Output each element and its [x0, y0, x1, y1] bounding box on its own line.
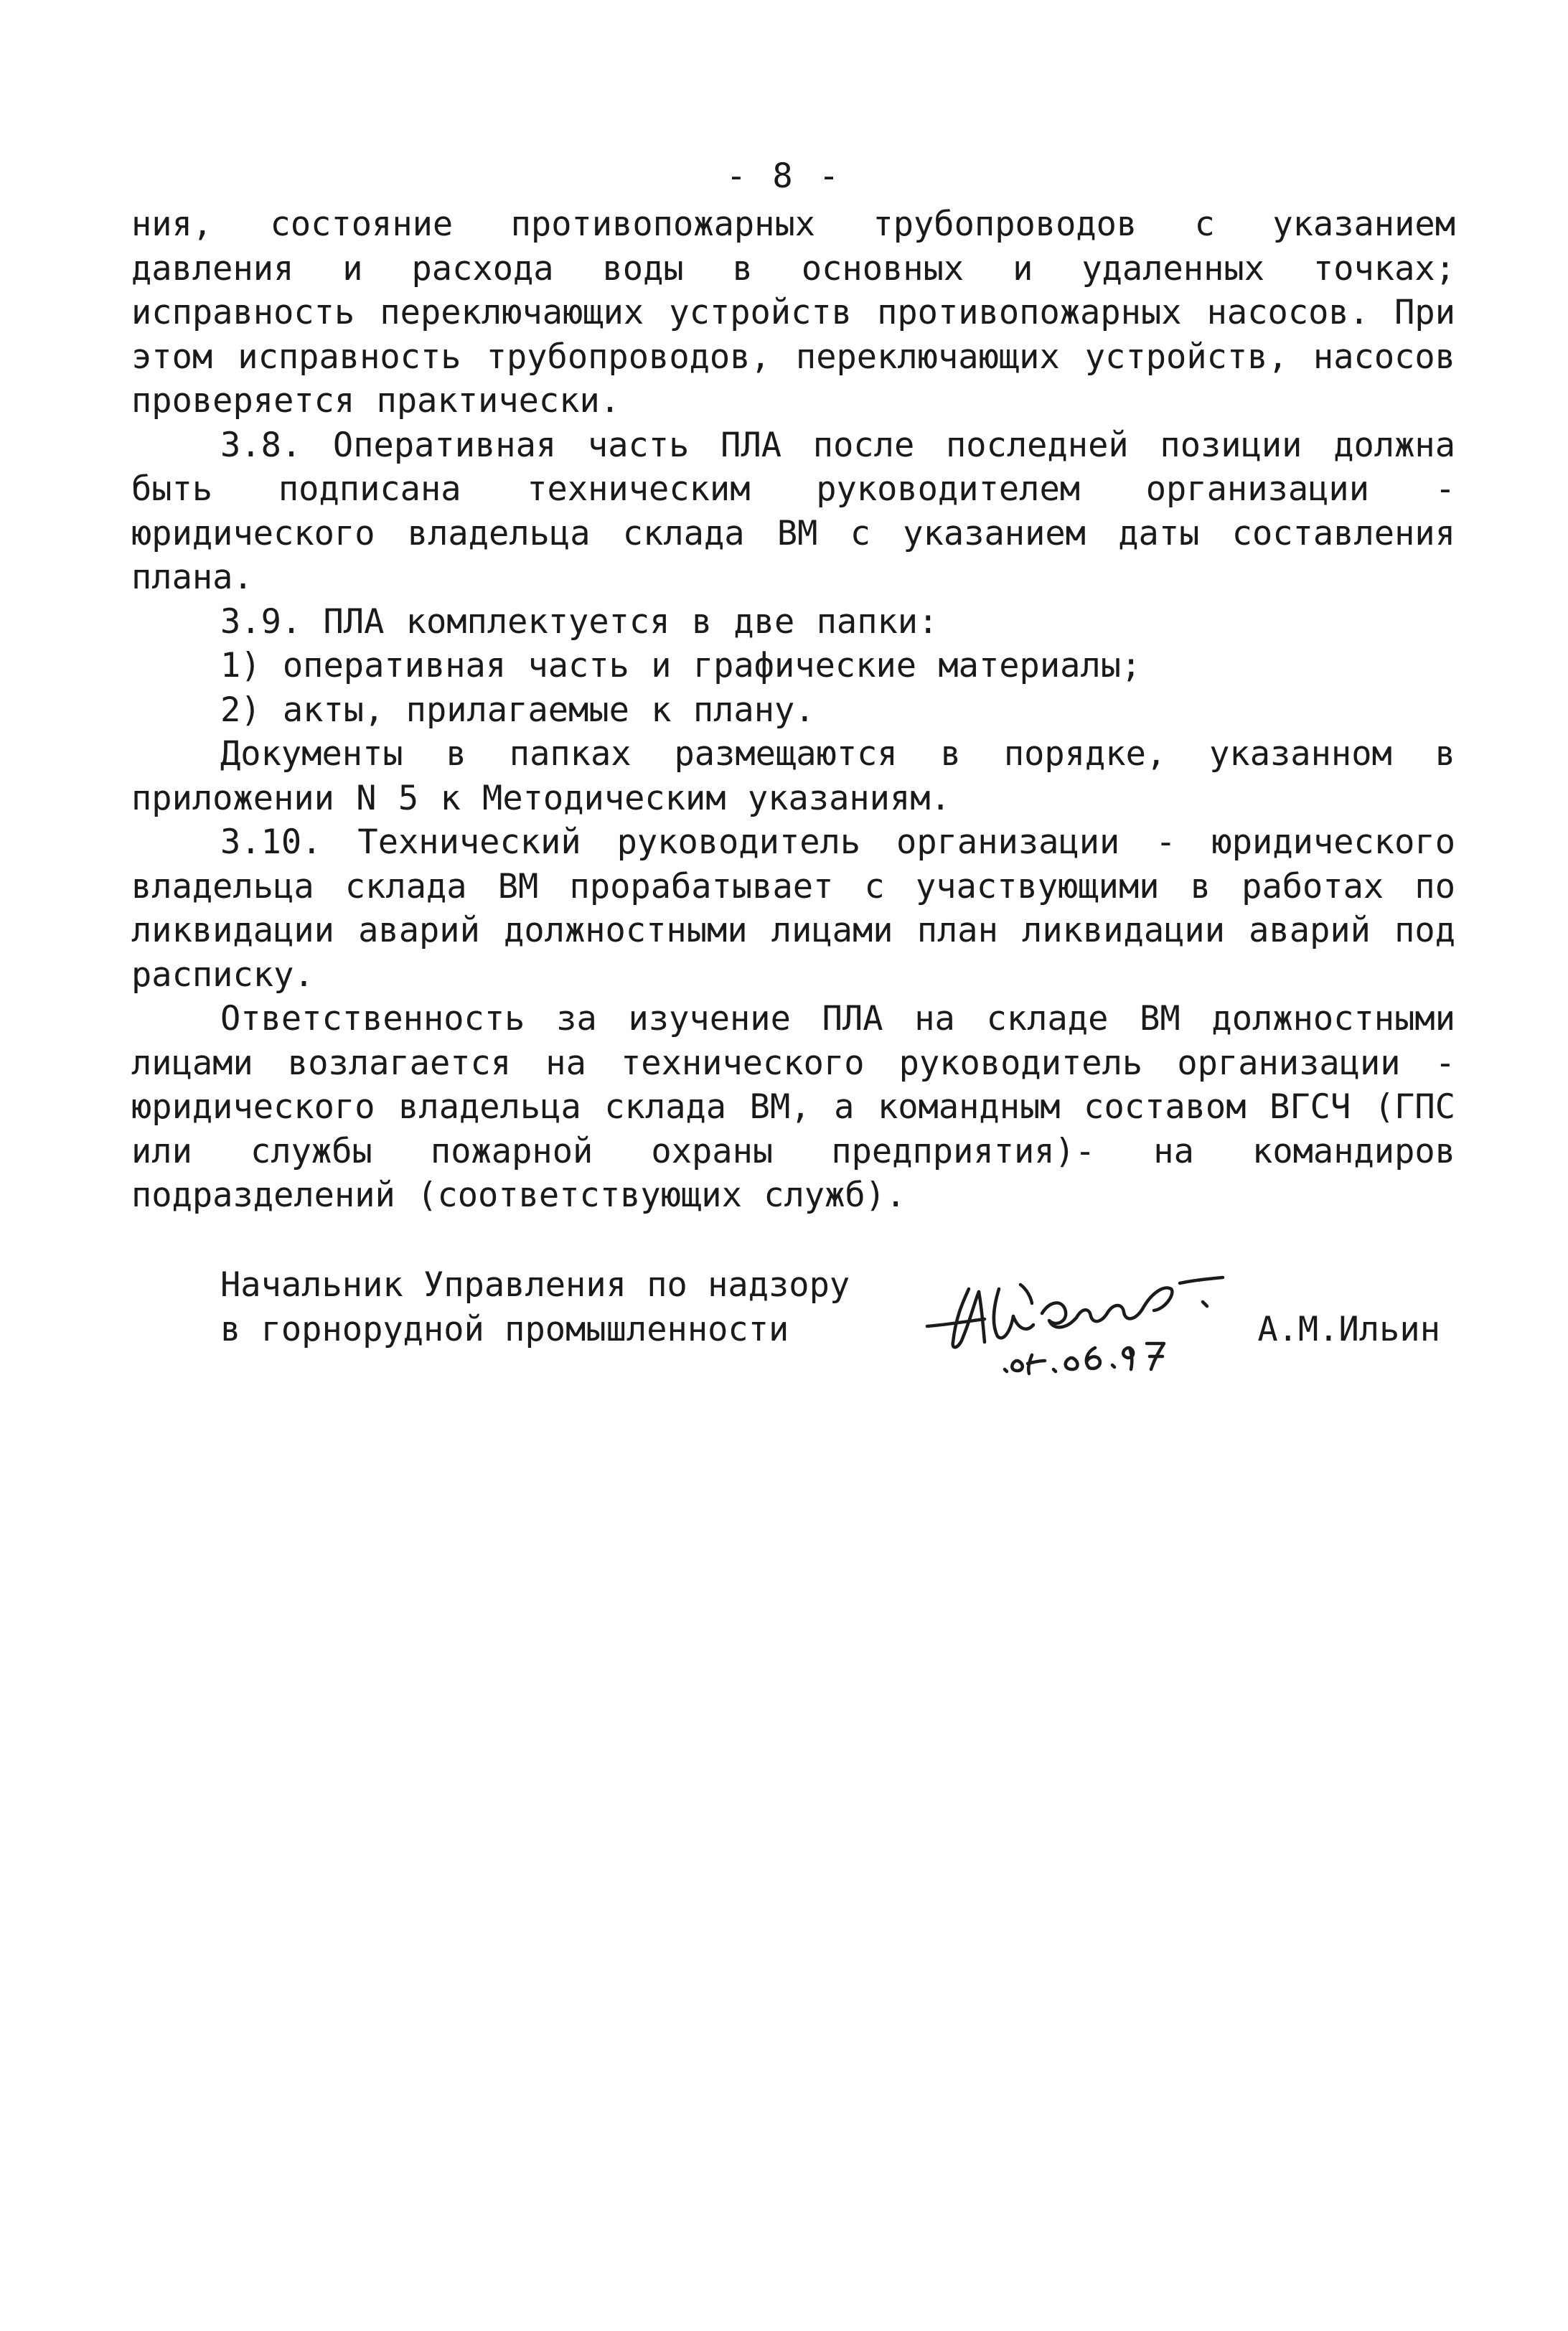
- signatory-name: А.М.Ильин: [1257, 1310, 1440, 1349]
- signatory-title-line-2: в горнорудной промышленности: [220, 1310, 789, 1349]
- paragraph-continuation: ния, состояние противопожарных трубопроводов с указанием давления и расхода воды в основных и удаленных точках; исправность переключающих устройств противопожарных насосов. При этом исправность трубопроводов, переключающих устройств, насосов проверяется практически.: [131, 205, 1455, 421]
- signatory-title-line-1: Начальник Управления по надзору: [220, 1265, 850, 1305]
- document-body: [131, 202, 1455, 1218]
- handwritten-signature: [913, 1242, 1229, 1378]
- paragraph-3-8: 3.8. Оперативная часть ПЛА после последней позиции должна быть подписана техническим руководителем организации - юридического владельца склада ВМ с указанием даты составления плана.: [131, 425, 1455, 597]
- page-number: - 8 -: [726, 156, 842, 196]
- paragraph-3-10: 3.10. Технический руководитель организации - юридического владельца склада ВМ прорабатывает с участвующими в работах по ликвидации аварий должностными лицами план ликвидации аварий под расписку.: [131, 822, 1455, 995]
- signatory-title: [220, 1263, 850, 1352]
- signature-block: [220, 1263, 1455, 1378]
- paragraph-responsibility: Ответственность за изучение ПЛА на складе ВМ должностными лицами возлагается на технического руководитель организации - юридического владельца склада ВМ, а командным составом ВГСЧ (ГПС или службы пожарной охраны предприятия)- на командиров подразделений (соответствующих служб).: [131, 999, 1455, 1215]
- list-item-2: 2) акты, прилагаемые к плану.: [220, 690, 815, 730]
- paragraph-3-9: 3.9. ПЛА комплектуется в две папки:: [220, 601, 939, 642]
- paragraph-documents: Документы в папках размещаются в порядке, указанном в приложении N 5 к Методическим указаниям.: [131, 734, 1455, 818]
- list-item-1: 1) оперативная часть и графические материалы;: [220, 646, 1142, 685]
